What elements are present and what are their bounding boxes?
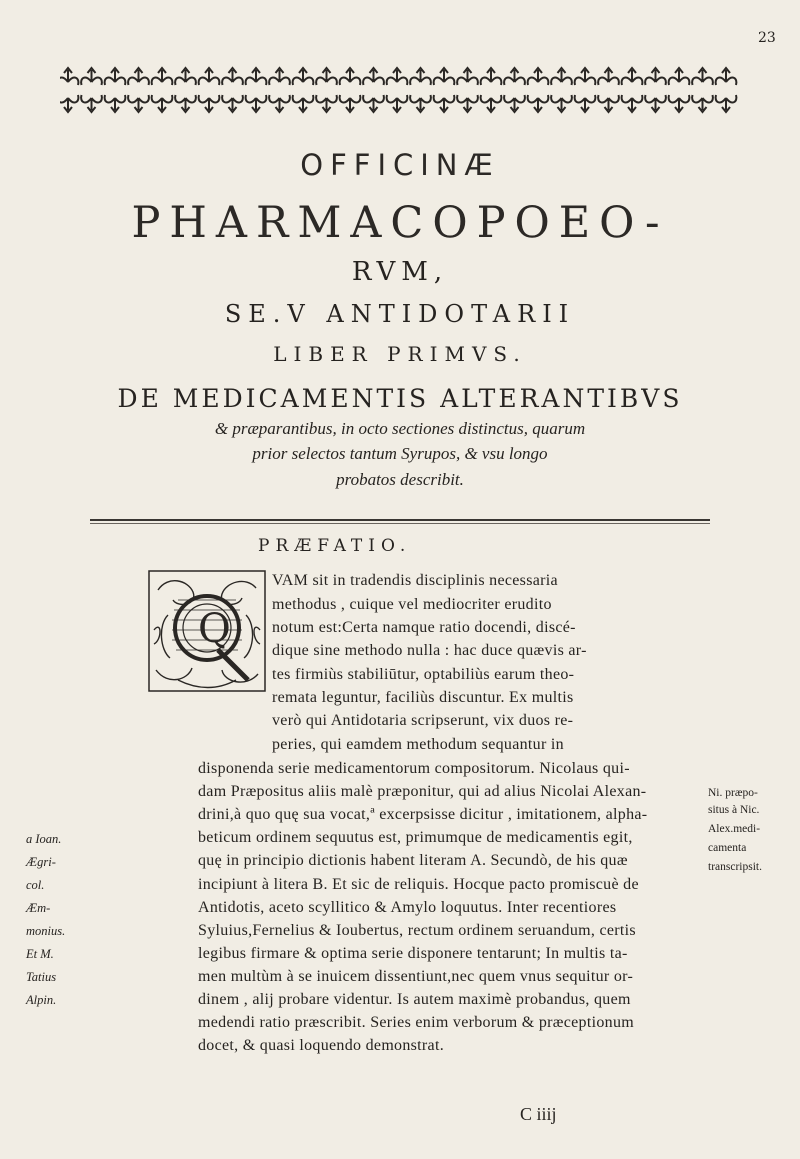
ornament-band xyxy=(60,56,740,120)
fleuron-ornament xyxy=(293,68,314,85)
fleuron-ornament xyxy=(222,95,243,112)
body-line: dinem , alij probare videntur. Is autem maximè probandus, quem xyxy=(198,991,631,1008)
margin-note-left: monius. xyxy=(26,924,66,938)
subtitle-line-3: probatos describit. xyxy=(336,470,464,489)
fleuron-ornament xyxy=(316,95,337,112)
body-line: legibus firmare & optima serie disponere tentarunt; In multis ta- xyxy=(198,945,628,962)
initial-letter: Q xyxy=(198,606,231,652)
fleuron-ornament xyxy=(410,95,431,112)
margin-note-right: transcripsit. xyxy=(708,861,762,873)
signature-mark: C iiij xyxy=(520,1104,557,1124)
fleuron-ornament xyxy=(363,68,384,85)
fleuron-ornament xyxy=(504,95,525,112)
body-line: disponenda serie medicamentorum compositorum. Nicolaus qui- xyxy=(198,760,630,777)
title-line-4: SE.V ANTIDOTARII xyxy=(224,300,576,328)
fleuron-ornament xyxy=(81,68,102,85)
title-line-1: OFFICINÆ xyxy=(300,148,500,182)
body-line: docet, & quasi loquendo demonstrat. xyxy=(198,1037,445,1054)
fleuron-ornament xyxy=(434,68,455,85)
margin-note-left: col. xyxy=(26,878,45,892)
fleuron-ornament xyxy=(645,95,666,112)
body-line: Syluius,Fernelius & Ioubertus, rectum ordinem seruandum, certis xyxy=(198,922,636,939)
fleuron-ornament xyxy=(128,95,149,112)
title-line-2: PHARMACOPOEO- xyxy=(131,198,669,248)
fleuron-ornament xyxy=(152,68,173,85)
fleuron-ornament xyxy=(81,95,102,112)
fleuron-ornament xyxy=(246,68,267,85)
fleuron-ornament xyxy=(716,95,737,112)
fleuron-ornament xyxy=(340,68,361,85)
fleuron-ornament xyxy=(575,95,596,112)
fleuron-ornament xyxy=(669,95,690,112)
margin-note-left: Ægri- xyxy=(26,855,56,869)
body-line: peries, qui eamdem methodum sequantur in xyxy=(272,736,564,753)
fleuron-ornament xyxy=(645,68,666,85)
fleuron-ornament xyxy=(504,68,525,85)
fleuron-ornament xyxy=(60,95,78,112)
fleuron-ornament xyxy=(669,68,690,85)
fleuron-ornament xyxy=(269,95,290,112)
fleuron-ornament xyxy=(481,95,502,112)
title-line-3: RVM, xyxy=(351,257,449,287)
fleuron-ornament xyxy=(128,68,149,85)
fleuron-ornament xyxy=(528,95,549,112)
subtitle-line-1: & præparantibus, in octo sectiones distinctus, quarum xyxy=(214,419,586,438)
fleuron-ornament xyxy=(551,95,572,112)
fleuron-ornament xyxy=(528,68,549,85)
body-line: dique sine methodo nulla : hac duce quævis ar- xyxy=(272,642,587,659)
margin-note-right: Alex.medi- xyxy=(708,823,761,835)
body-line: incipiunt à litera B. Et sic de reliquis. Hocque pacto promiscuè de xyxy=(198,876,639,893)
fleuron-ornament xyxy=(222,68,243,85)
body-line: verò qui Antidotaria scripserunt, vix duos re- xyxy=(272,712,574,729)
fleuron-ornament xyxy=(60,68,78,85)
fleuron-ornament xyxy=(387,95,408,112)
body-line: medendi ratio præscribit. Series enim verborum & præceptionum xyxy=(198,1014,634,1031)
body-line: VAM sit in tradendis disciplinis necessaria xyxy=(272,572,558,589)
fleuron-ornament xyxy=(152,95,173,112)
body-line: tes firmiùs stabiliūtur, optabiliùs earum theo- xyxy=(272,666,575,683)
margin-note-left: Tatius xyxy=(26,970,57,984)
fleuron-ornament xyxy=(622,95,643,112)
fleuron-ornament xyxy=(387,68,408,85)
fleuron-ornament xyxy=(363,95,384,112)
fleuron-ornament xyxy=(105,95,126,112)
body-line: quę in principio dictionis habent literam A. Secundò, de his quæ xyxy=(198,852,628,869)
fleuron-ornament xyxy=(692,95,713,112)
margin-note-right: camenta xyxy=(708,842,747,854)
fleuron-ornament xyxy=(199,95,220,112)
divider-rule xyxy=(90,519,710,521)
fleuron-ornament xyxy=(199,68,220,85)
title-line-5: LIBER PRIMVS. xyxy=(273,342,527,366)
fleuron-ornament xyxy=(457,95,478,112)
fleuron-ornament xyxy=(293,95,314,112)
margin-note-right: situs à Nic. xyxy=(708,804,760,816)
fleuron-ornament xyxy=(175,68,196,85)
body-line: beticum ordinem sequutus est, primumque de medicamentis egit, xyxy=(198,829,633,846)
fleuron-ornament xyxy=(410,68,431,85)
fleuron-ornament xyxy=(434,95,455,112)
margin-note-left: Æm- xyxy=(26,901,51,915)
decorated-initial xyxy=(148,570,266,692)
fleuron-ornament xyxy=(175,95,196,112)
fleuron-ornament xyxy=(340,95,361,112)
body-line: methodus , cuique vel mediocriter erudito xyxy=(272,596,552,613)
section-heading: PRÆFATIO. xyxy=(258,536,412,556)
fleuron-ornament xyxy=(551,68,572,85)
body-line: Antidotis, aceto scyllitico & Amylo loquutus. Inter recentiores xyxy=(198,899,617,916)
fleuron-ornament xyxy=(598,95,619,112)
fleuron-ornament xyxy=(598,68,619,85)
body-line: dam Præpositus aliis malè præponitur, qui ad alius Nicolai Alexan- xyxy=(198,783,647,800)
fleuron-ornament xyxy=(246,95,267,112)
margin-note-left: a Ioan. xyxy=(26,832,62,846)
margin-note-right: Ni. præpo- xyxy=(708,787,758,799)
fleuron-ornament xyxy=(105,68,126,85)
fleuron-ornament xyxy=(692,68,713,85)
page-number: 23 xyxy=(758,30,776,46)
body-line: notum est:Certa namque ratio docendi, discé- xyxy=(272,619,576,636)
subtitle-line-2: prior selectos tantum Syrupos, & vsu longo xyxy=(252,444,548,463)
body-line: men multùm à se inuicem dissentiunt,nec quem vnus sequitur or- xyxy=(198,968,634,985)
fleuron-ornament xyxy=(316,68,337,85)
margin-note-left: Alpin. xyxy=(26,993,57,1007)
fleuron-ornament xyxy=(716,68,737,85)
fleuron-ornament xyxy=(269,68,290,85)
fleuron-ornament xyxy=(622,68,643,85)
fleuron-ornament xyxy=(481,68,502,85)
fleuron-ornament xyxy=(575,68,596,85)
title-line-6: DE MEDICAMENTIS ALTERANTIBVS xyxy=(117,384,683,413)
margin-note-left: Et M. xyxy=(26,947,54,961)
body-line: remata leguntur, faciliùs discuntur. Ex multis xyxy=(272,689,574,706)
divider-rule-thin xyxy=(90,523,710,524)
fleuron-ornament xyxy=(457,68,478,85)
body-line: drini,à quo quę sua vocat,ª excerpsisse dicitur , imitationem, alpha- xyxy=(198,806,648,823)
